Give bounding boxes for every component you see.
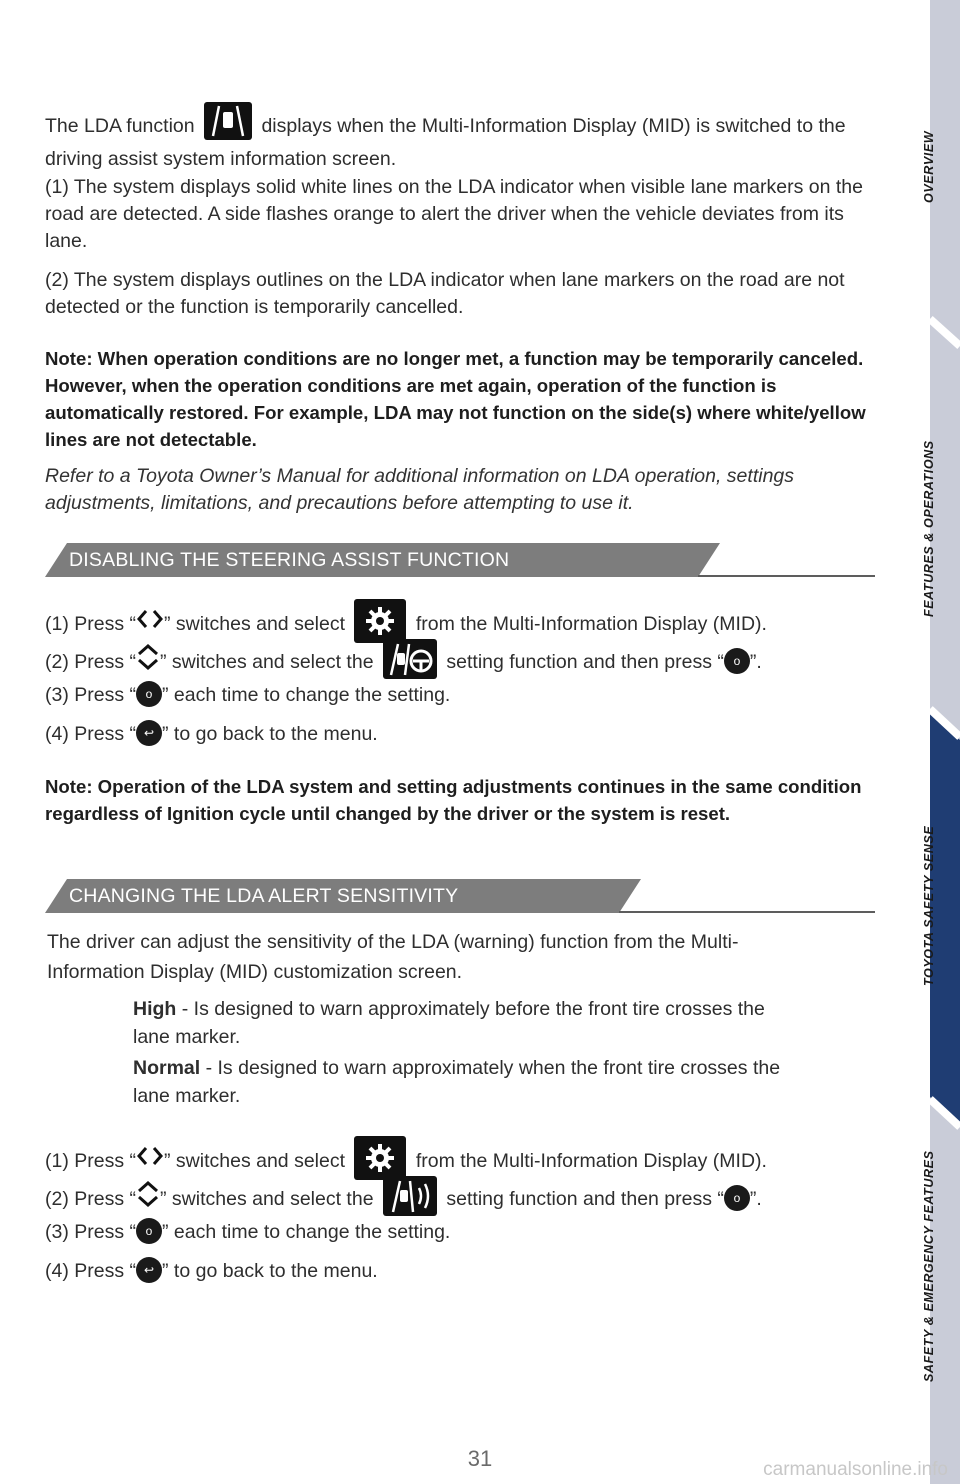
section-banner-sensitivity xyxy=(45,879,875,913)
intro-note: Note: When operation conditions are no longer met, a function may be temporarily canceled. However, when the operation conditions are met again, operation of the function is automatically restored. For example, LDA may not function on the side(s) where white/yellow lines are not detectable. xyxy=(45,348,866,450)
left-right-arrows-icon xyxy=(136,1145,164,1175)
ok-button-icon: o xyxy=(724,648,750,674)
left-right-arrows-icon xyxy=(136,608,164,638)
refer-owners-manual: Refer to a Toyota Owner’s Manual for additional information on LDA operation, settings adjustments, limitations, and precautions before attempting to use it. xyxy=(45,465,795,514)
step-1: (1) Press “ ” switches and select from the Multi-Information Display (MID). xyxy=(45,1140,767,1184)
section-title: DISABLING THE STEERING ASSIST FUNCTION xyxy=(69,549,510,571)
back-button-icon: ↩ xyxy=(136,720,162,746)
step-4: (4) Press “ ↩ ” to go back to the menu. xyxy=(45,720,378,748)
lda-sensitivity-icon xyxy=(383,1176,437,1216)
step-3: (3) Press “ o ” each time to change the setting. xyxy=(45,1218,450,1246)
step-4: (4) Press “ ↩ ” to go back to the menu. xyxy=(45,1257,378,1285)
desc-high: - Is designed to warn approximately before the front tire crosses the lane marker. xyxy=(133,998,765,1048)
page-number: 31 xyxy=(467,1446,493,1471)
section2-intro: The driver can adjust the sensitivity of the LDA (warning) function from the Multi-Information Display (MID) customization screen. xyxy=(47,931,739,983)
step-3: (3) Press “ o ” each time to change the setting. xyxy=(45,681,450,709)
term-normal: Normal xyxy=(133,1057,201,1079)
ok-button-icon: o xyxy=(724,1185,750,1211)
steering-assist-icon xyxy=(383,639,437,679)
term-high: High xyxy=(133,998,177,1020)
section-banner-disabling xyxy=(45,543,875,577)
up-down-arrows-icon xyxy=(136,644,160,678)
step-1: (1) Press “ ” switches and select from the Multi-Information Display (MID). xyxy=(45,603,767,647)
intro-text-after: displays when the Multi-Information Display (MID) is switched to the driving assist system information screen. xyxy=(45,115,846,170)
intro-paragraph xyxy=(45,108,890,173)
up-down-arrows-icon xyxy=(136,1181,160,1215)
back-button-icon: ↩ xyxy=(136,1257,162,1283)
section1-note: Note: Operation of the LDA system and setting adjustments continues in the same condition regardless of Ignition cycle until changed by the driver or the system is reset. xyxy=(45,776,862,824)
step-2: (2) Press “ ” switches and select the setting function and then press “ o ”. xyxy=(45,643,762,683)
desc-normal: - Is designed to warn approximately when the front tire crosses the lane marker. xyxy=(133,1057,781,1107)
intro-point-1: (1) The system displays solid white lines on the LDA indicator when visible lane markers on the road are detected. A side flashes orange to alert the driver when the vehicle deviates from its lane. xyxy=(45,176,863,252)
intro-text-before: The LDA function xyxy=(45,115,195,138)
sensitivity-normal xyxy=(133,1054,793,1110)
intro-point-2: (2) The system displays outlines on the LDA indicator when lane markers on the road are not detected or the function is temporarily cancelled. xyxy=(45,269,845,318)
ok-button-icon: o xyxy=(136,1218,162,1244)
watermark: carmanualsonline.info xyxy=(763,1459,948,1480)
step-2: (2) Press “ ” switches and select the setting function and then press “ o ”. xyxy=(45,1180,762,1220)
gear-icon xyxy=(354,599,406,643)
ok-button-icon: o xyxy=(136,681,162,707)
section-title: CHANGING THE LDA ALERT SENSITIVITY xyxy=(69,885,459,907)
lda-icon xyxy=(204,102,252,140)
gear-icon xyxy=(354,1136,406,1180)
sensitivity-high xyxy=(133,995,793,1051)
